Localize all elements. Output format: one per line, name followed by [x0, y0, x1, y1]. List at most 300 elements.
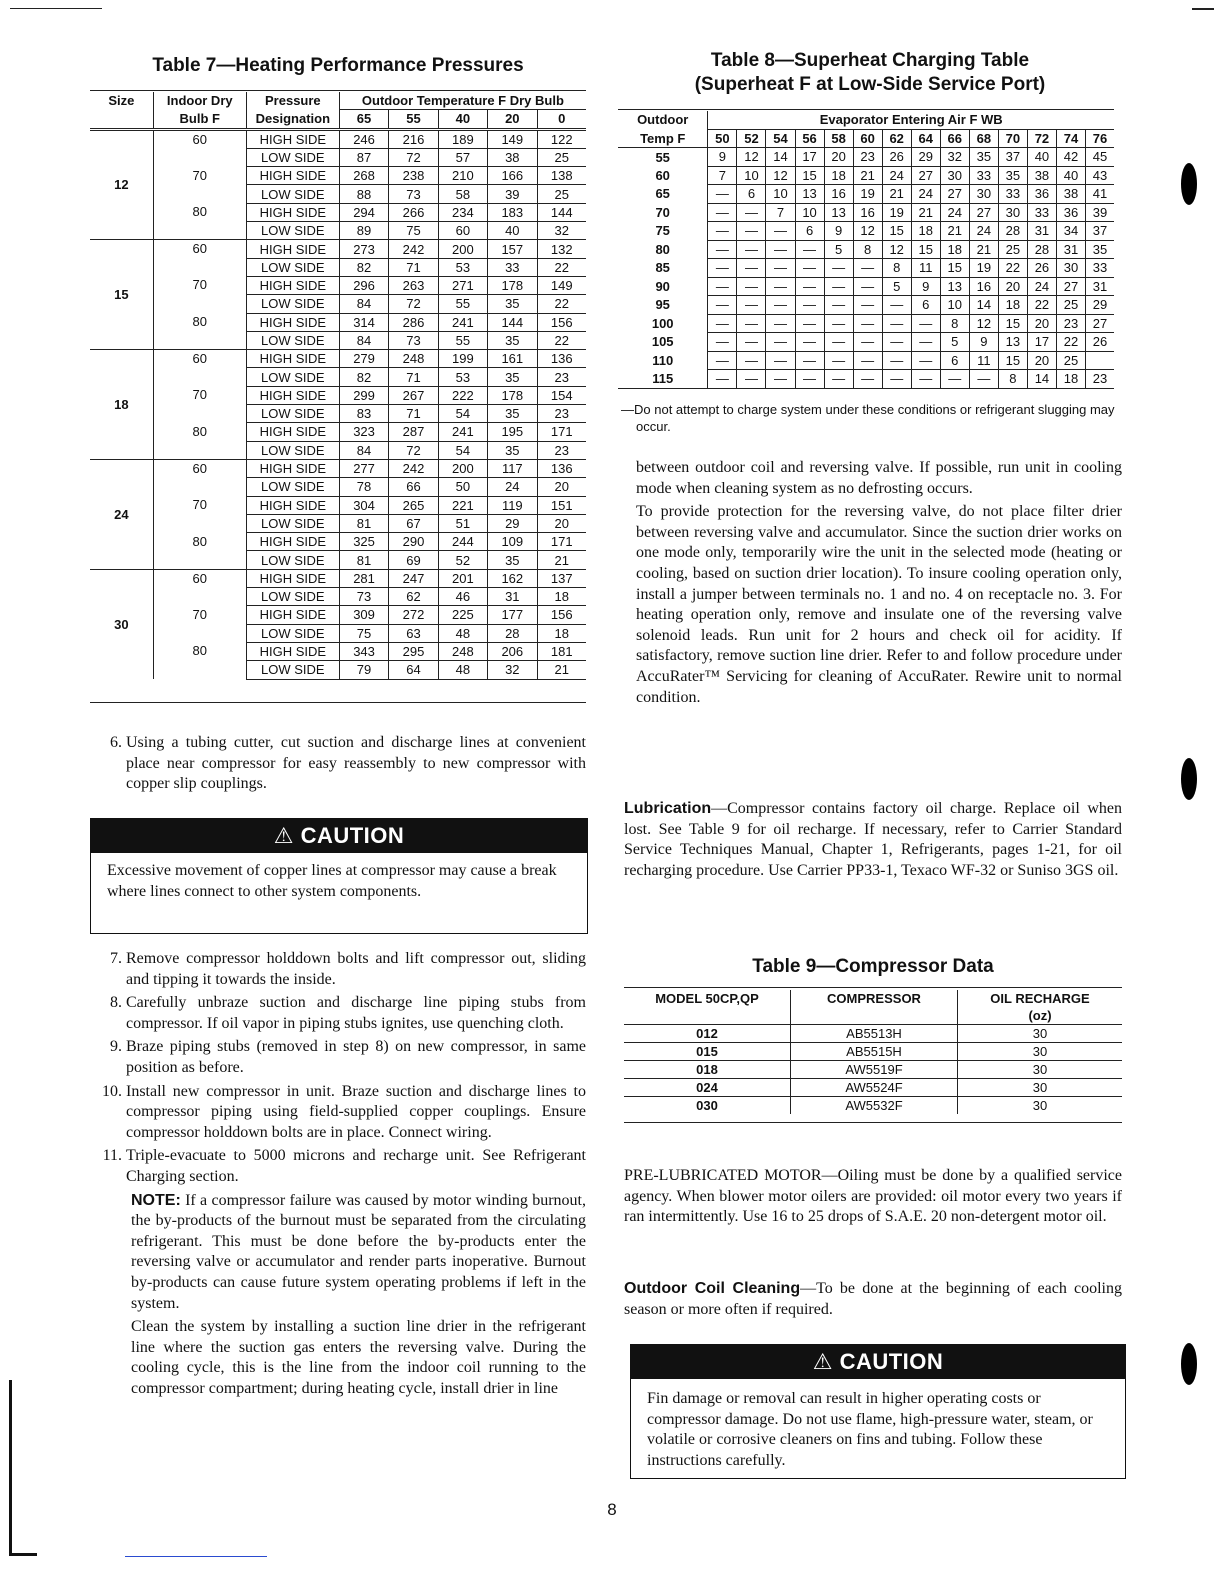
t7-value-cell: 84	[339, 441, 388, 459]
t8-value-cell: 27	[969, 203, 998, 222]
t7-value-cell: 25	[537, 185, 586, 203]
t8-value-cell: 10	[940, 296, 969, 315]
t7-row	[90, 313, 586, 331]
t7-designation-cell: HIGH SIDE	[246, 423, 339, 441]
t8-value-cell: 45	[1086, 148, 1115, 167]
t8-value-cell: 9	[824, 222, 853, 241]
t8-value-cell: —	[708, 370, 737, 389]
t7-value-cell: 272	[389, 606, 438, 624]
t7-value-cell: 122	[537, 130, 586, 148]
t8-wb-header: 50	[708, 129, 737, 148]
t9-compressor-header: COMPRESSOR	[791, 990, 958, 1025]
t8-outdoor-header-2: Temp F	[618, 129, 708, 148]
t8-value-cell: —	[911, 351, 940, 370]
t7-outdoor-header: Outdoor Temperature F Dry Bulb	[339, 92, 586, 110]
t7-value-cell: 84	[339, 331, 388, 349]
t8-value-cell: 43	[1086, 166, 1115, 185]
t7-size-header: Size	[108, 93, 135, 108]
t7-designation-cell: LOW SIDE	[246, 148, 339, 166]
t7-designation-cell: HIGH SIDE	[246, 276, 339, 294]
t7-value-cell: 73	[389, 331, 438, 349]
t8-value-cell: 21	[853, 166, 882, 185]
t8-value-cell: —	[969, 370, 998, 389]
t7-value-cell: 32	[488, 661, 537, 679]
t8-value-cell: —	[795, 351, 824, 370]
t7-value-cell: 55	[438, 331, 487, 349]
t8-row	[618, 240, 1114, 259]
t9-model-cell: 015	[624, 1043, 791, 1061]
t7-value-cell: 58	[438, 185, 487, 203]
t7-designation-cell: LOW SIDE	[246, 478, 339, 496]
t7-bulb-cell: 60	[153, 459, 246, 496]
t8-value-cell: 6	[795, 222, 824, 241]
table7-title: Table 7—Heating Performance Pressures	[152, 55, 524, 76]
t7-bulb-cell: 70	[153, 606, 246, 643]
t8-value-cell: 23	[1056, 314, 1085, 333]
t7-value-cell: 314	[339, 313, 388, 331]
cont-paragraph-2: To provide protection for the reversing valve, do not place filter drier between reversing valve and accumulator. Since the suction drier works on one mode only, temporarily wire the unit in the selected mode (heating or cooling, based on suction drier location). To insure cooling operation only, install a jumper between terminals no. 1 and no. 4 on receptacle no. 3. For heating operation only, remove and insulate one of the reversing valve solenoid leads. Run unit for 2 hours and check oil for acidity. If satisfactory, remove suction line drier. Refer to and follow procedure under AccuRater™ Servicing for cleaning of AccuRater. Rewire unit to normal condition.	[636, 503, 1122, 706]
punch-hole	[1181, 1343, 1197, 1385]
t8-value-cell: —	[824, 333, 853, 352]
t8-value-cell: 41	[1086, 185, 1115, 204]
t7-value-cell: 171	[537, 533, 586, 551]
table7-rule-top	[90, 90, 586, 91]
t7-value-cell: 71	[389, 258, 438, 276]
t9-row	[624, 1097, 1122, 1115]
t8-value-cell: 15	[998, 351, 1027, 370]
t8-value-cell: —	[824, 370, 853, 389]
t8-value-cell: 5	[882, 277, 911, 296]
t8-value-cell: 10	[766, 185, 795, 204]
t7-value-cell: 149	[537, 276, 586, 294]
t8-value-cell: 32	[940, 148, 969, 167]
caution-box-1	[90, 818, 588, 934]
t7-designation-cell: LOW SIDE	[246, 405, 339, 423]
t8-value-cell: —	[824, 259, 853, 278]
t7-designation-cell: LOW SIDE	[246, 258, 339, 276]
t7-value-cell: 144	[537, 203, 586, 221]
t8-value-cell: 17	[1027, 333, 1056, 352]
t8-wb-header: 54	[766, 129, 795, 148]
t7-row	[90, 423, 586, 441]
t8-value-cell: 38	[1056, 185, 1085, 204]
t7-designation-cell: LOW SIDE	[246, 222, 339, 240]
t8-wb-header: 60	[853, 129, 882, 148]
table7-body	[90, 130, 586, 679]
t8-row	[618, 333, 1114, 352]
t8-value-cell: 33	[998, 185, 1027, 204]
t7-designation-cell: LOW SIDE	[246, 661, 339, 679]
table8-body	[618, 148, 1114, 389]
t8-value-cell: 17	[795, 148, 824, 167]
t7-value-cell: 78	[339, 478, 388, 496]
t7-value-cell: 178	[488, 386, 537, 404]
t8-value-cell: 19	[882, 203, 911, 222]
t7-value-cell: 46	[438, 588, 487, 606]
t7-value-cell: 72	[389, 148, 438, 166]
t8-value-cell: —	[737, 222, 766, 241]
t7-value-cell: 201	[438, 569, 487, 587]
t8-row	[618, 351, 1114, 370]
t8-value-cell: —	[766, 277, 795, 296]
t8-value-cell: 18	[911, 222, 940, 241]
t7-value-cell: 221	[438, 496, 487, 514]
t7-value-cell: 88	[339, 185, 388, 203]
t8-value-cell: 9	[969, 333, 998, 352]
t8-wb-header: 70	[998, 129, 1027, 148]
t8-value-cell: 16	[824, 185, 853, 204]
t7-value-cell: 81	[339, 514, 388, 532]
punch-hole	[1181, 758, 1197, 800]
t8-wb-header: 56	[795, 129, 824, 148]
t8-value-cell: 13	[998, 333, 1027, 352]
t7-row	[90, 350, 586, 368]
t7-value-cell: 296	[339, 276, 388, 294]
t8-value-cell: 14	[766, 148, 795, 167]
t7-value-cell: 51	[438, 514, 487, 532]
t7-indoor-header-1: Indoor Dry	[153, 92, 246, 110]
t8-temp-cell: 110	[652, 352, 674, 368]
t7-value-cell: 38	[488, 148, 537, 166]
t7-designation-cell: LOW SIDE	[246, 514, 339, 532]
t8-row	[618, 166, 1114, 185]
t7-designation-cell: HIGH SIDE	[246, 167, 339, 185]
t8-value-cell: 20	[824, 148, 853, 167]
t7-value-cell: 82	[339, 368, 388, 386]
t7-designation-cell: LOW SIDE	[246, 368, 339, 386]
t7-value-cell: 67	[389, 514, 438, 532]
t8-value-cell: 10	[795, 203, 824, 222]
warning-icon: ⚠	[273, 823, 294, 848]
t7-temp-header: 20	[488, 110, 537, 128]
t7-value-cell: 87	[339, 148, 388, 166]
table8-title-block	[620, 49, 1120, 97]
t8-value-cell: 30	[998, 203, 1027, 222]
t8-value-cell: 27	[911, 166, 940, 185]
t7-designation-cell: LOW SIDE	[246, 588, 339, 606]
t8-value-cell: 5	[940, 333, 969, 352]
t8-value-cell: —	[708, 314, 737, 333]
t7-value-cell: 119	[488, 496, 537, 514]
t7-value-cell: 195	[488, 423, 537, 441]
t7-value-cell: 60	[438, 222, 487, 240]
t7-value-cell: 82	[339, 258, 388, 276]
t7-value-cell: 62	[389, 588, 438, 606]
t8-temp-cell: 55	[655, 149, 670, 165]
t7-value-cell: 200	[438, 240, 487, 258]
t7-value-cell: 268	[339, 167, 388, 185]
table8-footnote: —Do not attempt to charge system under these conditions or refrigerant slugging may occur.	[621, 402, 1115, 434]
t8-value-cell: 7	[708, 166, 737, 185]
t8-value-cell: —	[708, 333, 737, 352]
t7-value-cell: 206	[488, 642, 537, 660]
t7-value-cell: 81	[339, 551, 388, 569]
t8-value-cell: —	[911, 370, 940, 389]
t7-value-cell: 39	[488, 185, 537, 203]
t7-value-cell: 48	[438, 624, 487, 642]
t8-value-cell: —	[795, 259, 824, 278]
steps-7-11	[100, 949, 586, 1399]
t7-value-cell: 343	[339, 642, 388, 660]
t7-designation-cell: LOW SIDE	[246, 624, 339, 642]
t8-value-cell: 8	[853, 240, 882, 259]
t7-value-cell: 23	[537, 405, 586, 423]
t8-value-cell: 35	[969, 148, 998, 167]
t7-value-cell: 294	[339, 203, 388, 221]
t7-value-cell: 83	[339, 405, 388, 423]
t9-oil-cell: 30	[958, 1079, 1123, 1097]
step-10: 10. Install new compressor in unit. Braze suction and discharge lines to compressor piping using field-supplied copper couplings. Ensure compressor holddown bolts are in place. Connect wiring.	[102, 1082, 586, 1141]
t8-temp-cell: 95	[655, 297, 670, 313]
caution-box-2	[630, 1344, 1126, 1479]
t7-value-cell: 31	[488, 588, 537, 606]
t8-value-cell: —	[766, 259, 795, 278]
t8-temp-cell: 80	[655, 241, 670, 257]
t7-value-cell: 35	[488, 405, 537, 423]
t7-value-cell: 137	[537, 569, 586, 587]
table7-rule-bottom	[90, 702, 586, 703]
right-continuation	[636, 458, 1122, 708]
corner-mark	[1192, 8, 1214, 10]
t8-value-cell: 29	[1086, 296, 1115, 315]
t7-value-cell: 73	[339, 588, 388, 606]
t8-value-cell: —	[766, 333, 795, 352]
t7-row	[90, 533, 586, 551]
t7-value-cell: 22	[537, 258, 586, 276]
lubrication-label: Lubrication	[624, 800, 712, 817]
table9-body	[624, 1025, 1122, 1115]
t7-value-cell: 323	[339, 423, 388, 441]
t8-value-cell: —	[737, 351, 766, 370]
t8-value-cell: 22	[1056, 333, 1085, 352]
t7-value-cell: 35	[488, 295, 537, 313]
table7	[90, 92, 586, 680]
t8-value-cell: 15	[795, 166, 824, 185]
top-rule	[10, 8, 102, 9]
t8-value-cell: —	[853, 333, 882, 352]
t8-value-cell: 42	[1056, 148, 1085, 167]
t7-temp-header: 40	[438, 110, 487, 128]
t8-temp-cell: 105	[651, 334, 674, 350]
t7-designation-cell: HIGH SIDE	[246, 606, 339, 624]
t8-value-cell: —	[737, 277, 766, 296]
t7-value-cell: 189	[438, 130, 487, 148]
t7-designation-cell: HIGH SIDE	[246, 496, 339, 514]
t7-value-cell: 20	[537, 514, 586, 532]
t7-size-cell: 15	[90, 240, 153, 350]
t8-value-cell: —	[737, 296, 766, 315]
t8-temp-cell: 60	[655, 167, 670, 183]
t7-value-cell: 242	[389, 240, 438, 258]
t7-designation-cell: HIGH SIDE	[246, 533, 339, 551]
t8-value-cell: 35	[1086, 240, 1115, 259]
t8-value-cell: 31	[1027, 222, 1056, 241]
t8-value-cell: —	[853, 370, 882, 389]
t8-value-cell: 8	[998, 370, 1027, 389]
t7-value-cell: 281	[339, 569, 388, 587]
t8-value-cell: —	[795, 240, 824, 259]
t7-row	[90, 459, 586, 477]
t7-value-cell: 299	[339, 386, 388, 404]
t7-designation-cell: HIGH SIDE	[246, 313, 339, 331]
t7-value-cell: 287	[389, 423, 438, 441]
t7-value-cell: 309	[339, 606, 388, 624]
bottom-rule	[125, 1556, 267, 1557]
t8-value-cell: 20	[1027, 351, 1056, 370]
t7-row	[90, 130, 586, 148]
t8-temp-cell: 75	[655, 223, 670, 239]
t7-value-cell: 304	[339, 496, 388, 514]
coil-cleaning-paragraph: Outdoor Coil Cleaning—To be done at the beginning of each cooling season or more often if required.	[624, 1280, 1123, 1318]
t7-bulb-cell: 60	[153, 240, 246, 277]
t8-temp-cell: 65	[655, 186, 670, 202]
t8-value-cell: —	[795, 296, 824, 315]
t7-value-cell: 73	[389, 185, 438, 203]
t7-designation-cell: LOW SIDE	[246, 331, 339, 349]
t8-value-cell: 23	[1086, 370, 1115, 389]
t7-value-cell: 157	[488, 240, 537, 258]
t8-value-cell: 31	[1056, 240, 1085, 259]
t7-value-cell: 117	[488, 459, 537, 477]
t7-value-cell: 66	[389, 478, 438, 496]
t8-evap-header: Evaporator Entering Air F WB	[708, 111, 1114, 129]
step-11: 11. Triple-evacuate to 5000 microns and recharge unit. See Refrigerant Charging section.	[102, 1147, 586, 1185]
t7-bulb-cell: 80	[153, 203, 246, 240]
t8-value-cell: 12	[766, 166, 795, 185]
t7-value-cell: 23	[537, 441, 586, 459]
motor-paragraph: PRE-LUBRICATED MOTOR—Oiling must be done by a qualified service agency. When blower motor oilers are provided: oil motor every two years if ran intermittently. Use 16 to 25 drops of S.A.E. 20 non-detergent motor oil.	[624, 1167, 1122, 1226]
t7-value-cell: 225	[438, 606, 487, 624]
t8-value-cell: 6	[737, 185, 766, 204]
table9-rule-top	[624, 987, 1122, 988]
t8-value-cell: 11	[911, 259, 940, 278]
t9-model-cell: 024	[624, 1079, 791, 1097]
t7-value-cell: 53	[438, 258, 487, 276]
t8-row	[618, 314, 1114, 333]
t7-value-cell: 200	[438, 459, 487, 477]
t9-model-cell: 030	[624, 1097, 791, 1115]
t8-value-cell: 33	[1027, 203, 1056, 222]
t7-value-cell: 33	[488, 258, 537, 276]
t8-value-cell: 40	[1027, 148, 1056, 167]
t8-value-cell: —	[795, 370, 824, 389]
t7-value-cell: 48	[438, 661, 487, 679]
t8-value-cell: 18	[824, 166, 853, 185]
t8-value-cell: 9	[911, 277, 940, 296]
t8-value-cell: —	[708, 296, 737, 315]
table9-rule-bottom	[624, 1122, 1122, 1123]
t8-value-cell: 7	[766, 203, 795, 222]
t7-value-cell: 132	[537, 240, 586, 258]
t8-value-cell: 13	[795, 185, 824, 204]
t8-value-cell: 28	[1027, 240, 1056, 259]
t7-value-cell: 277	[339, 459, 388, 477]
t7-indoor-header-2: Bulb F	[153, 110, 246, 128]
t7-value-cell: 89	[339, 222, 388, 240]
t8-value-cell: 20	[1027, 314, 1056, 333]
t7-value-cell: 136	[537, 350, 586, 368]
t9-row	[624, 1043, 1122, 1061]
step-7: 7. Remove compressor holddown bolts and lift compressor out, sliding and tipping it towards the inside.	[110, 950, 586, 988]
t7-designation-cell: HIGH SIDE	[246, 642, 339, 660]
t8-row	[618, 296, 1114, 315]
t8-value-cell: 18	[1056, 370, 1085, 389]
t8-value-cell: —	[708, 351, 737, 370]
t8-value-cell	[1086, 351, 1115, 370]
t7-value-cell: 242	[389, 459, 438, 477]
t7-row	[90, 203, 586, 221]
t8-value-cell: 8	[882, 259, 911, 278]
t8-value-cell: —	[795, 333, 824, 352]
t7-value-cell: 156	[537, 313, 586, 331]
t8-value-cell: 36	[1056, 203, 1085, 222]
t7-value-cell: 71	[389, 405, 438, 423]
t7-value-cell: 52	[438, 551, 487, 569]
t7-designation-cell: HIGH SIDE	[246, 240, 339, 258]
t8-value-cell: 9	[708, 148, 737, 167]
t7-row	[90, 642, 586, 660]
t7-size-cell: 18	[90, 350, 153, 460]
t7-designation-cell: HIGH SIDE	[246, 569, 339, 587]
t7-value-cell: 183	[488, 203, 537, 221]
t7-value-cell: 54	[438, 441, 487, 459]
t7-designation-cell: LOW SIDE	[246, 295, 339, 313]
step-8: 8. Carefully unbraze suction and discharge line piping stubs from compressor. If oil vapor in piping stubs ignites, use quenching cloth.	[110, 994, 586, 1032]
t7-value-cell: 84	[339, 295, 388, 313]
t7-row	[90, 240, 586, 258]
t8-temp-cell: 85	[655, 260, 670, 276]
t8-value-cell: —	[766, 296, 795, 315]
t8-row	[618, 222, 1114, 241]
t8-value-cell: —	[853, 314, 882, 333]
t7-value-cell: 265	[389, 496, 438, 514]
t7-value-cell: 71	[389, 368, 438, 386]
t7-value-cell: 166	[488, 167, 537, 185]
t7-value-cell: 290	[389, 533, 438, 551]
t8-temp-cell: 90	[655, 278, 670, 294]
t8-value-cell: 18	[998, 296, 1027, 315]
t8-value-cell: —	[940, 370, 969, 389]
t7-bulb-cell: 70	[153, 167, 246, 204]
t7-value-cell: 138	[537, 167, 586, 185]
t8-wb-header: 62	[882, 129, 911, 148]
t7-value-cell: 29	[488, 514, 537, 532]
coil-cleaning-label: Outdoor Coil Cleaning	[624, 1280, 801, 1297]
t8-value-cell: 34	[1056, 222, 1085, 241]
t7-value-cell: 75	[339, 624, 388, 642]
binding-edge	[9, 1380, 12, 1556]
t8-value-cell: 15	[882, 222, 911, 241]
t7-value-cell: 18	[537, 624, 586, 642]
t8-value-cell: —	[853, 277, 882, 296]
t7-bulb-cell: 60	[153, 350, 246, 387]
t7-value-cell: 35	[488, 441, 537, 459]
t7-value-cell: 241	[438, 313, 487, 331]
t7-value-cell: 199	[438, 350, 487, 368]
t8-value-cell: 19	[969, 259, 998, 278]
t8-value-cell: —	[708, 277, 737, 296]
t8-value-cell: —	[853, 351, 882, 370]
t8-value-cell: 29	[911, 148, 940, 167]
t8-wb-header: 74	[1056, 129, 1085, 148]
t7-value-cell: 181	[537, 642, 586, 660]
t7-value-cell: 136	[537, 459, 586, 477]
t8-value-cell: —	[824, 296, 853, 315]
t8-temp-cell: 70	[655, 204, 670, 220]
t8-value-cell: 33	[969, 166, 998, 185]
table9	[624, 990, 1122, 1114]
t8-value-cell: 12	[737, 148, 766, 167]
